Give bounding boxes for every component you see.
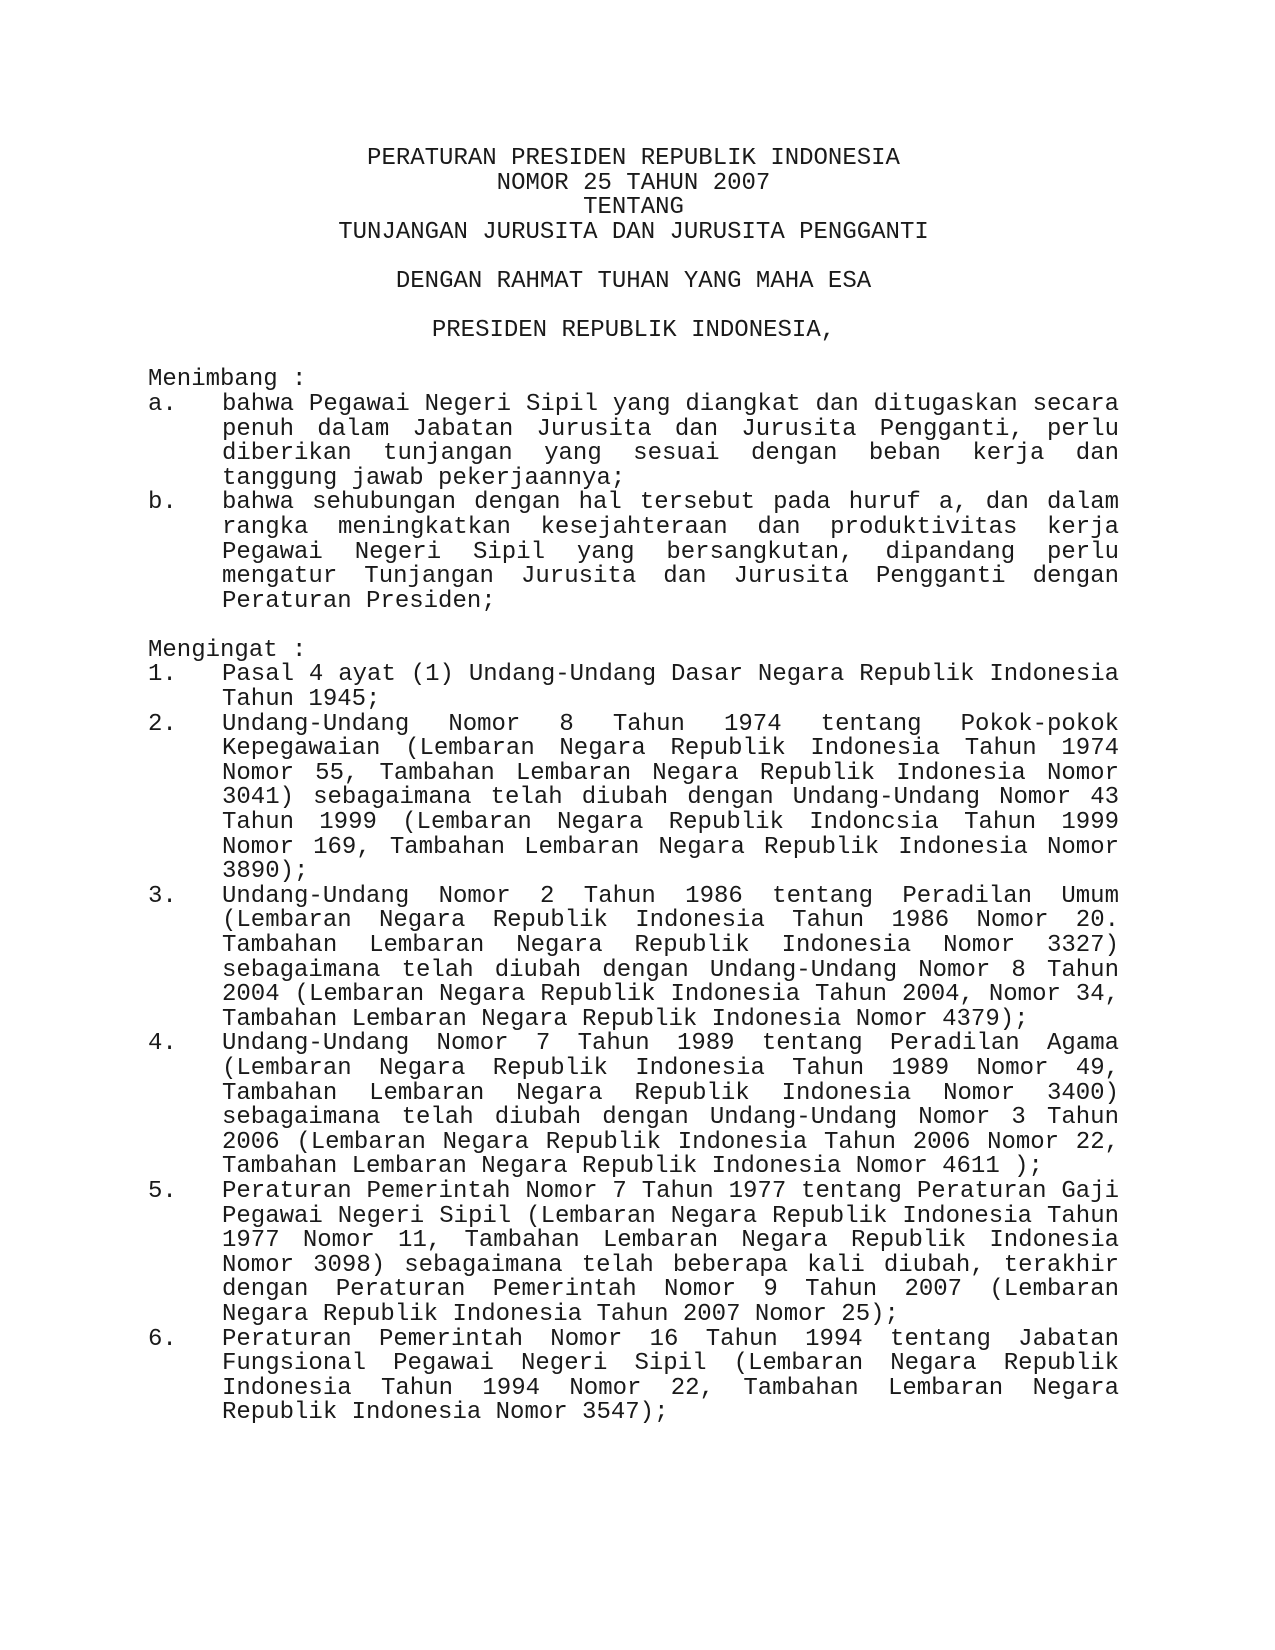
item-text: Pasal 4 ayat (1) Undang-Undang Dasar Negara Republik Indonesia Tahun 1945; [222,661,1119,714]
item-text: Undang-Undang Nomor 8 Tahun 1974 tentang Pokok-pokok Kepegawaian (Lembaran Negara Republik Indonesia Tahun 1974 Nomor 55, Tambahan Lembaran Negara Republik Indonesia Nomor 3041) sebagaimana telah diubah dengan Undang-Undang Nomor 43 Tahun 1999 (Lembaran Negara Republik Indoncsia Tahun 1999 Nomor 169, Tambahan Lembaran Negara Republik Indonesia Nomor 3890); [222,710,1119,886]
menimbang-item-b [148,491,1119,614]
item-text: Peraturan Pemerintah Nomor 16 Tahun 1994 tentang Jabatan Fungsional Pegawai Negeri Sipil (Lembaran Negara Republik Indonesia Tahun 1994 Nomor 22, Tambahan Lembaran Negara Republik Indonesia Nomor 3547); [222,1325,1119,1427]
menimbang-section [148,368,1119,614]
mengingat-item-4 [148,1032,1119,1180]
document-title-block [148,147,1119,344]
item-text: Undang-Undang Nomor 7 Tahun 1989 tentang Peradilan Agama (Lembaran Negara Republik Indonesia Tahun 1989 Nomor 49, Tambahan Lembaran Negara Republik Indonesia Nomor 3400) sebagaimana telah diubah dengan Undang-Undang Nomor 3 Tahun 2006 (Lembaran Negara Republik Indonesia Tahun 2006 Nomor 22, Tambahan Lembaran Negara Republik Indonesia Nomor 4611 ); [222,1030,1119,1181]
mengingat-item-2 [148,710,1119,886]
issuer-line: PRESIDEN REPUBLIK INDONESIA, [431,317,836,345]
item-text: Peraturan Pemerintah Nomor 7 Tahun 1977 tentang Peraturan Gaji Pegawai Negeri Sipil (Lembaran Negara Republik Indonesia Tahun 1977 Nomor 11, Tambahan Lembaran Negara Republik Indonesia Nomor 3098) sebagaimana telah beberapa kali diubah, terakhir dengan Peraturan Pemerintah Nomor 9 Tahun 2007 (Lembaran Negara Republik Indonesia Tahun 2007 Nomor 25); [222,1177,1119,1328]
item-marker: b. [148,489,177,517]
item-marker: a. [148,390,177,418]
mengingat-item-5 [148,1177,1119,1328]
mengingat-item-3 [148,882,1119,1033]
item-marker: 4. [148,1030,177,1058]
menimbang-item-a [148,390,1119,492]
document-page [148,147,1119,1426]
regulation-title: PERATURAN PRESIDEN REPUBLIK INDONESIA [367,145,900,172]
item-marker: 3. [148,882,177,910]
item-marker: 2. [148,710,177,738]
item-text: bahwa sehubungan dengan hal tersebut pada huruf a, dan dalam rangka meningkatkan kesejahteraan dan produktivitas kerja Pegawai Negeri Sipil yang bersangkutan, dipandang perlu mengatur Tunjangan Jurusita dan Jurusita Pengganti dengan Peraturan Presiden; [222,489,1119,615]
item-marker: 5. [148,1177,177,1205]
item-text: Undang-Undang Nomor 2 Tahun 1986 tentang Peradilan Umum (Lembaran Negara Republik Indonesia Tahun 1986 Nomor 20. Tambahan Lembaran Negara Republik Indonesia Nomor 3327) sebagaimana telah diubah dengan Undang-Undang Nomor 8 Tahun 2004 (Lembaran Negara Republik Indonesia Tahun 2004, Nomor 34, Tambahan Lembaran Negara Republik Indonesia Nomor 4379); [222,882,1119,1033]
menimbang-heading: Menimbang : [148,366,307,394]
mengingat-item-1 [148,663,1119,712]
mengingat-section [148,636,1119,1427]
mengingat-heading: Mengingat : [148,636,307,664]
regulation-tentang: TENTANG [583,194,684,222]
item-text: bahwa Pegawai Negeri Sipil yang diangkat dan ditugaskan secara penuh dalam Jabatan Jurusita dan Jurusita Pengganti, perlu diberikan tunjangan yang sesuai dengan beban kerja dan tanggung jawab pekerjaannya; [222,390,1119,492]
mengingat-item-6 [148,1325,1119,1427]
item-marker: 6. [148,1325,177,1353]
regulation-number: NOMOR 25 TAHUN 2007 [496,169,771,197]
regulation-subject: TUNJANGAN JURUSITA DAN JURUSITA PENGGANTI [338,218,929,246]
item-marker: 1. [148,661,177,689]
invocation-line: DENGAN RAHMAT TUHAN YANG MAHA ESA [395,267,872,295]
